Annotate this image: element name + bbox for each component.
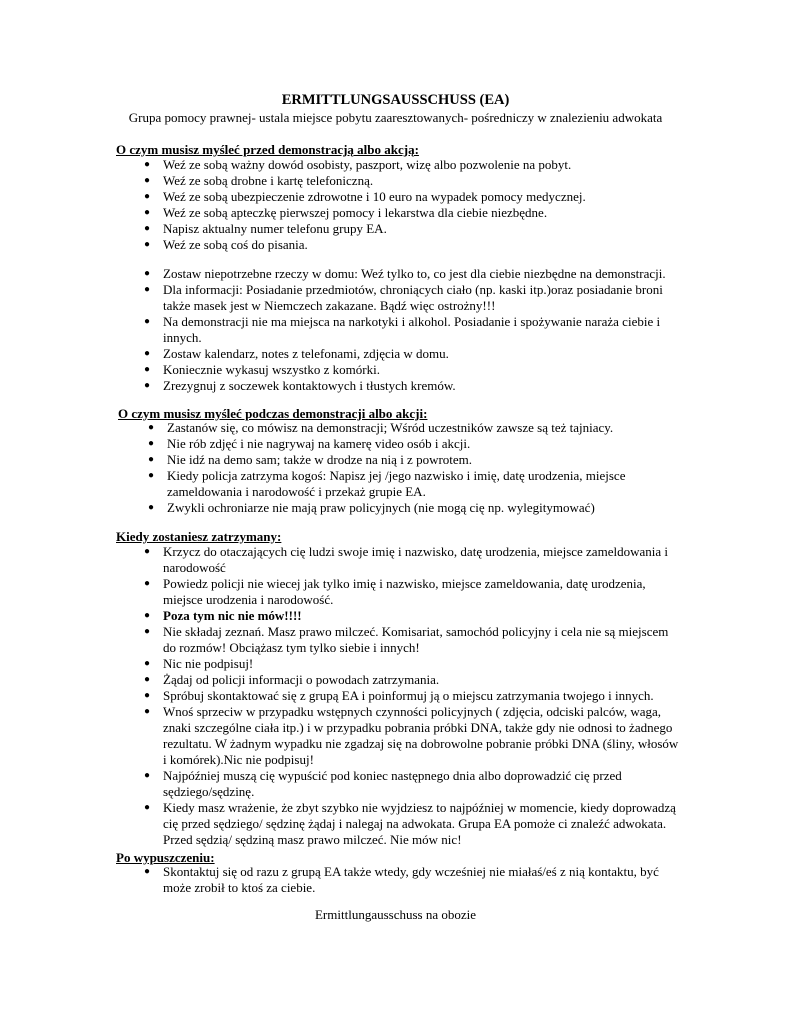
bullet-icon: ● <box>148 470 155 481</box>
bullet-icon: ● <box>144 546 151 557</box>
bullet-icon: ● <box>144 207 151 218</box>
section-heading-during-demo: O czym musisz myśleć podczas demonstracji albo akcji: <box>118 406 428 421</box>
list-item: ● Spróbuj skontaktować się z grupą EA i poinformuj ją o miejscu zatrzymania twojego i innych. <box>144 688 654 703</box>
bullet-icon: ● <box>144 770 151 781</box>
before-demo-list-1 <box>144 157 703 253</box>
list-item: ● Weź ze sobą ubezpieczenie zdrowotne i 10 euro na wypadek pomocy medycznej. <box>144 189 586 204</box>
document-footer: Ermittlungausschuss na obozie <box>314 907 477 922</box>
section-heading-after-release: Po wypuszczeniu: <box>116 850 215 865</box>
list-item: ● Nic nie podpisuj! <box>144 656 254 671</box>
list-item: ● Napisz aktualny numer telefonu grupy EA. <box>144 221 387 236</box>
list-item: ● Żądaj od policji informacji o powodach zatrzymania. <box>144 672 440 687</box>
bullet-icon: ● <box>144 284 151 295</box>
list-item: ● Kiedy policja zatrzyma kogoś: Napisz jej /jego nazwisko i imię, datę urodzenia, miejsce zameldowania i narodowość i przekaż grupie EA. <box>148 468 626 499</box>
bullet-icon: ● <box>144 690 151 701</box>
bullet-icon: ● <box>148 502 155 513</box>
bullet-icon: ● <box>144 626 151 637</box>
list-item: ● Zwykli ochroniarze nie mają praw policyjnych (nie mogą cię np. wylegitymować) <box>148 500 595 515</box>
list-item: ● Dla informacji: Posiadanie przedmiotów, chroniących ciało (np. kaski itp.)oraz posiadanie broni także masek jest w Niemczech zakazane. Bądź więc ostrożny!!! <box>144 282 663 313</box>
bullet-icon: ● <box>144 223 151 234</box>
section-heading-before-demo: O czym musisz myśleć przed demonstracją albo akcją: <box>116 142 419 157</box>
during-demo-list <box>148 420 652 516</box>
list-item: ● Najpóźniej muszą cię wypuścić pod koniec następnego dnia albo doprowadzić cię przed sędziego/sędzinę. <box>144 768 622 799</box>
list-item: ● Nie rób zdjęć i nie nagrywaj na kamerę video osób i akcji. <box>148 436 471 451</box>
bullet-icon: ● <box>144 380 151 391</box>
bullet-icon: ● <box>144 175 151 186</box>
list-item: ● Weź ze sobą coś do pisania. <box>144 237 308 252</box>
bullet-icon: ● <box>144 706 151 717</box>
bullet-icon: ● <box>148 422 155 433</box>
document-subtitle: Grupa pomocy prawnej- ustala miejsce pobytu zaaresztowanych- pośredniczy w znalezieniu adwokata <box>128 110 663 125</box>
bullet-icon: ● <box>144 316 151 327</box>
list-item: ● Zastanów się, co mówisz na demonstracji; Wśród uczestników zawsze są też tajniacy. <box>148 420 614 435</box>
bullet-icon: ● <box>144 268 151 279</box>
list-item: ● Krzycz do otaczających cię ludzi swoje imię i nazwisko, datę urodzenia, miejsce zameldowania i narodowość <box>144 544 668 575</box>
list-item: ● Nie idź na demo sam; także w drodze na nią i z powrotem. <box>148 452 473 467</box>
section-heading-arrested: Kiedy zostaniesz zatrzymany: <box>116 529 282 544</box>
list-item: ● Zrezygnuj z soczewek kontaktowych i tłustych kremów. <box>144 378 456 393</box>
list-item: ● Zostaw niepotrzebne rzeczy w domu: Weź tylko to, co jest dla ciebie niezbędne na demonstracji. <box>144 266 666 281</box>
bullet-icon: ● <box>144 658 151 669</box>
bullet-icon: ● <box>144 578 151 589</box>
list-item: ● Kiedy masz wrażenie, że zbyt szybko nie wyjdziesz to najpóźniej w momencie, kiedy doprowadzą cię przed sędziego/ sędzinę żądaj i nalegaj na adwokata. Grupa EA pomoże ci znaleźć adwokata. Przed sędzią/ sędziną masz prawo milczeć. Nie mów nic! <box>144 800 676 847</box>
bullet-icon: ● <box>144 348 151 359</box>
list-item: ● Wnoś sprzeciw w przypadku wstępnych czynności policyjnych ( zdjęcia, odciski palców, waga, znaki szczególne ciała itp.) i w przypadku pobrania próbki DNA, także gdy nie odnosi to żadnego rezultatu. W żadnym wypadku nie zgadzaj się na dobrowolne pobranie próbki DNA (śliny, włosów i komórek).Nic nie podpisuj! <box>144 704 679 767</box>
list-item: ● Skontaktuj się od razu z grupą EA także wtedy, gdy wcześniej nie miałaś/eś z nią kontaktu, być może zrobił to ktoś za ciebie. <box>144 864 659 895</box>
bullet-icon: ● <box>144 866 151 877</box>
list-item: ● Zostaw kalendarz, notes z telefonami, zdjęcia w domu. <box>144 346 449 361</box>
list-item: ● Weź ze sobą ważny dowód osobisty, paszport, wizę albo pozwolenie na pobyt. <box>144 157 572 172</box>
list-item: ● Koniecznie wykasuj wszystko z komórki. <box>144 362 380 377</box>
bullet-icon: ● <box>148 454 155 465</box>
bullet-icon: ● <box>144 159 151 170</box>
list-item: ● Powiedz policji nie wiecej jak tylko imię i nazwisko, miejsce zameldowania, datę urodzenia, miejsce urodzenia i narodowość. <box>144 576 646 607</box>
list-item: ● Weź ze sobą apteczkę pierwszej pomocy i lekarstwa dla ciebie niezbędne. <box>144 205 548 220</box>
bullet-icon: ● <box>144 191 151 202</box>
bullet-icon: ● <box>144 239 151 250</box>
arrested-list <box>144 544 681 848</box>
before-demo-list-2 <box>144 266 678 394</box>
list-item: ● Poza tym nic nie mów!!!! <box>144 608 302 623</box>
list-item: ● Weź ze sobą drobne i kartę telefoniczną. <box>144 173 374 188</box>
bullet-icon: ● <box>144 802 151 813</box>
after-release-list <box>144 864 678 896</box>
bullet-icon: ● <box>148 438 155 449</box>
bullet-icon: ● <box>144 674 151 685</box>
document-title: ERMITTLUNGSAUSSCHUSS (EA) <box>281 92 510 108</box>
bullet-icon: ● <box>144 364 151 375</box>
bullet-icon: ● <box>144 610 151 621</box>
list-item: ● Na demonstracji nie ma miejsca na narkotyki i alkohol. Posiadanie i spożywanie naraża ciebie i innych. <box>144 314 661 345</box>
list-item: ● Nie składaj zeznań. Masz prawo milczeć. Komisariat, samochód policyjny i cela nie są miejscem do rozmów! Obciążasz tym tylko siebie i innych! <box>144 624 669 655</box>
